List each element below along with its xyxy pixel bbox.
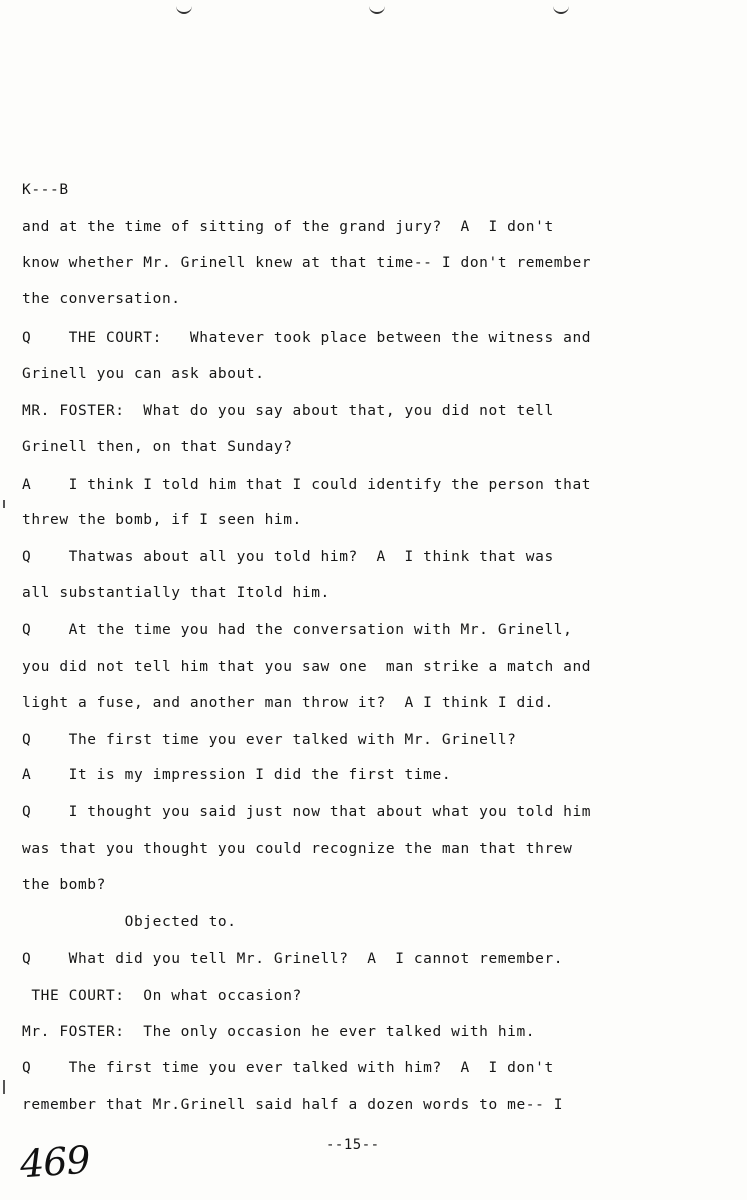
text-line: you did not tell him that you saw one man strike a match and [22,659,592,675]
margin-mark [3,500,5,508]
text-line: Q Thatwas about all you told him? A I think that was [22,549,554,565]
text-line: Q THE COURT: Whatever took place between the witness and [22,330,592,346]
punch-hole-mark [176,0,192,14]
text-line: Q The first time you ever talked with him? A I don't [22,1060,554,1076]
text-line: Q At the time you had the conversation with Mr. Grinell, [22,622,573,638]
text-line: Q The first time you ever talked with Mr. Grinell? [22,732,517,748]
punch-hole-mark [553,0,569,14]
text-line: the conversation. [22,291,181,307]
text-line: light a fuse, and another man throw it? A I think I did. [22,695,554,711]
text-line: Mr. FOSTER: The only occasion he ever talked with him. [22,1024,536,1040]
text-line: remember that Mr.Grinell said half a dozen words to me-- I [22,1097,564,1113]
text-line: A It is my impression I did the first time. [22,767,452,783]
text-line: Grinell then, on that Sunday? [22,439,293,455]
text-line: threw the bomb, if I seen him. [22,512,302,528]
text-line: all substantially that Itold him. [22,585,330,601]
text-line: THE COURT: On what occasion? [22,988,302,1004]
text-line: Q What did you tell Mr. Grinell? A I cannot remember. [22,951,564,967]
text-line: know whether Mr. Grinell knew at that time-- I don't remember [22,255,592,271]
page-footer: --15-- [326,1137,380,1153]
handwritten-page-number: 469 [18,1137,91,1187]
punch-hole-mark [369,0,385,14]
text-line: A I think I told him that I could identify the person that [22,477,592,493]
margin-mark [3,1080,5,1094]
text-line: was that you thought you could recognize the man that threw [22,841,573,857]
text-line: Q I thought you said just now that about what you told him [22,804,592,820]
text-line: Grinell you can ask about. [22,366,265,382]
text-line: MR. FOSTER: What do you say about that, you did not tell [22,403,554,419]
text-line: Objected to. [22,914,237,930]
text-line: the bomb? [22,877,106,893]
text-line: K---B [22,182,69,198]
text-line: and at the time of sitting of the grand jury? A I don't [22,219,554,235]
